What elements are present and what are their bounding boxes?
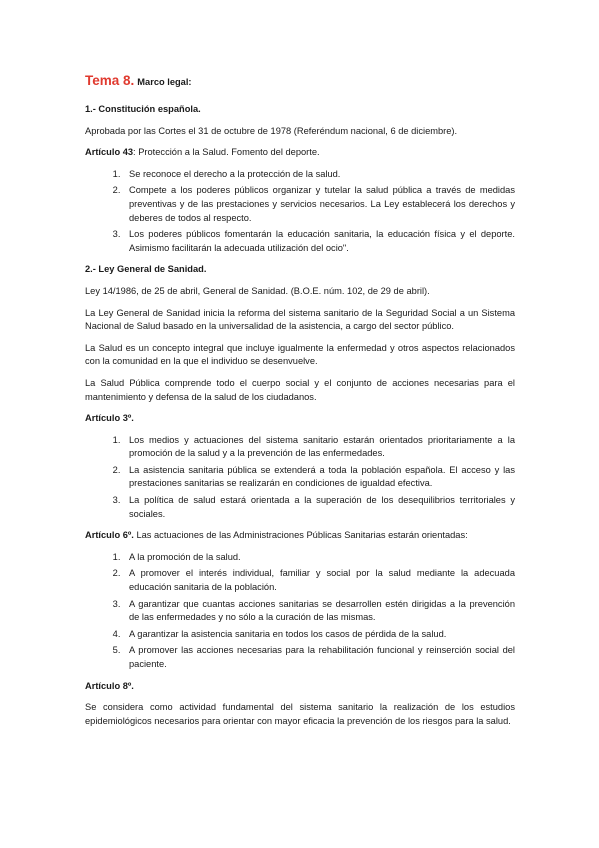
article-6-heading — [85, 529, 515, 543]
article-6-text: Las actuaciones de las Administraciones Públicas Sanitarias estarán orientadas: — [133, 530, 468, 541]
article-43-label: Artículo 43 — [85, 147, 134, 158]
list-item: 1. Los medios y actuaciones del sistema sanitario estarán orientados prioritariamente a la promoción de la salud y a la prevención de las enfermedades. — [123, 434, 515, 461]
page-title — [85, 72, 515, 91]
article-8-text: Se considera como actividad fundamental del sistema sanitario la realización de los estudios epidemiológicos necesarios para orientar con mayor eficacia la prevención de los riesgos para la salud. — [85, 702, 515, 726]
list-item: 2. A promover el interés individual, familiar y social por la salud mediante la adecuada educación sanitaria de la población. — [123, 567, 515, 594]
ley-paragraph: La Salud Pública comprende todo el cuerpo social y el conjunto de acciones necesarias para el mantenimiento y defensa de la salud de los ciudadanos. — [85, 377, 515, 402]
ley-reference: Ley 14/1986, de 25 de abril, General de Sanidad. (B.O.E. núm. 102, de 29 de abril). — [85, 285, 430, 296]
article-43-text: : Protección a la Salud. Fomento del deporte. — [133, 147, 320, 158]
list-item: 3. Los poderes públicos fomentarán la educación sanitaria, la educación física y el deporte. Asimismo facilitarán la adecuada utilización del ocio". — [123, 228, 515, 255]
article-3-label: Artículo 3º. — [85, 413, 134, 424]
list-item: 1. A la promoción de la salud. — [123, 551, 515, 565]
list-item: 3. A garantizar que cuantas acciones sanitarias se desarrollen estén dirigidas a la prevención de las enfermedades y no sólo a la curación de las mismas. — [123, 598, 515, 625]
list-item: 2. Compete a los poderes públicos organizar y tutelar la salud pública a través de medidas preventivas y de las prestaciones y servicios necesarios. La Ley establecerá los derechos y deberes de todos al respecto. — [123, 184, 515, 225]
list-item: 5. A promover las acciones necesarias para la rehabilitación funcional y reinserción social del paciente. — [123, 644, 515, 671]
article-43-list — [85, 168, 515, 256]
article-3-list — [85, 434, 515, 522]
article-3-heading — [85, 412, 515, 426]
list-item: 1. Se reconoce el derecho a la protección de la salud. — [123, 168, 515, 182]
tema-number: Tema 8. — [85, 73, 135, 88]
tema-subtitle: Marco legal: — [137, 77, 192, 87]
article-6-label: Artículo 6º. — [85, 530, 134, 541]
ley-paragraph: La Salud es un concepto integral que incluye igualmente la enfermedad y otros aspectos relacionados con la comunidad en la que el individuo se desenvuelve. — [85, 342, 515, 367]
article-6-list — [85, 551, 515, 672]
section-heading-constitucion: 1.- Constitución española. — [85, 104, 201, 114]
list-item: 4. A garantizar la asistencia sanitaria en todos los casos de pérdida de la salud. — [123, 628, 515, 642]
section-heading-ley-sanidad: 2.- Ley General de Sanidad. — [85, 264, 207, 275]
list-item: 2. La asistencia sanitaria pública se extenderá a toda la población española. El acceso y las prestaciones sanitarias se realizarán en condiciones de igualdad efectiva. — [123, 464, 515, 491]
article-8-label: Artículo 8º. — [85, 680, 134, 691]
ley-paragraph: La Ley General de Sanidad inicia la reforma del sistema sanitario de la Seguridad Social a un Sistema Nacional de Salud basado en la universalidad de la asistencia, a cargo del sector público. — [85, 307, 515, 332]
list-item: 3. La política de salud estará orientada a la superación de los desequilibrios territoriales y sociales. — [123, 494, 515, 521]
article-8-heading — [85, 680, 515, 694]
constitucion-intro: Aprobada por las Cortes el 31 de octubre de 1978 (Referéndum nacional, 6 de diciembre). — [85, 125, 458, 136]
document-content — [85, 72, 515, 736]
article-43-heading — [85, 146, 515, 160]
